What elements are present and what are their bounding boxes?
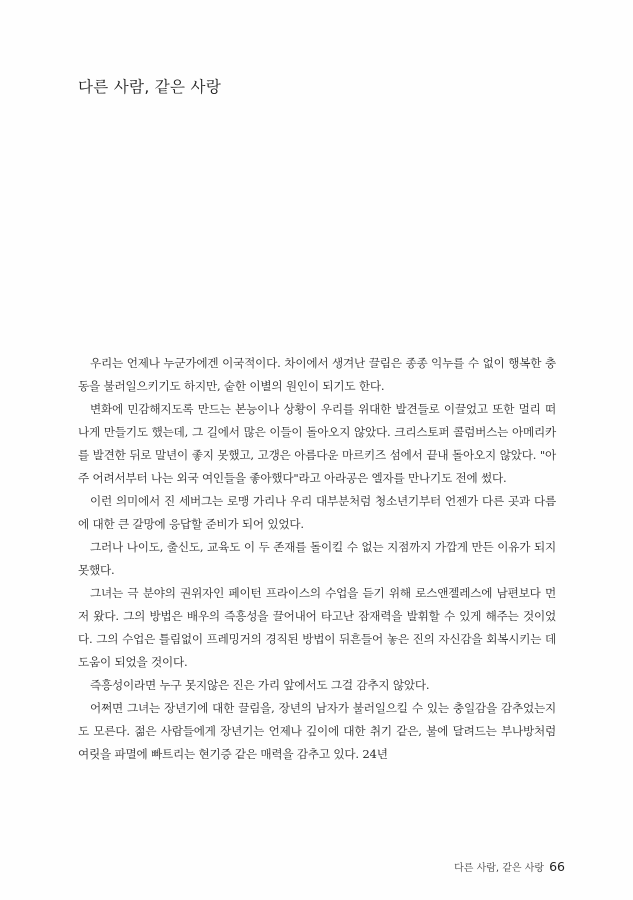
paragraph: 이런 의미에서 진 세버그는 로맹 가리나 우리 대부분처럼 청소년기부터 언젠가 다른 곳과 다름에 대한 큰 갈망에 응답할 준비가 되어 있었다. (78, 494, 556, 531)
paragraph: 우리는 언제나 누군가에겐 이국적이다. 차이에서 생겨난 끌림은 종종 익누를 수 없이 행복한 충동을 불러일으키기도 하지만, 숱한 이별의 원인이 되기도 한다. (78, 356, 556, 393)
body-text (78, 352, 556, 766)
page-number: 66 (549, 859, 565, 874)
paragraph: 그녀는 극 분야의 권위자인 페이턴 프라이스의 수업을 듣기 위해 로스앤젤레스에 남편보다 먼저 왔다. 그의 방법은 배우의 즉흥성을 끌어내어 타고난 잠재력을 발휘할 수 있게 해주는 것이었다. 그의 수업은 틀림없이 프레밍거의 경직된 방법이 뒤흔들어 놓은 진의 자신감을 회복시키는 데 도움이 되었을 것이다. (78, 586, 556, 669)
paragraph: 그러나 나이도, 출신도, 교육도 이 두 존재를 돌이킬 수 없는 지점까지 가깝게 만든 이유가 되지 못했다. (78, 540, 556, 577)
paragraph: 변화에 민감해지도록 만드는 본능이나 상황이 우리를 위대한 발견들로 이끌었고 또한 멀리 떠나게 만들기도 했는데, 그 길에서 많은 이들이 돌아오지 않았다. 크리스토퍼 콜럼버스는 아메리카를 발견한 뒤로 말년이 좋지 못했고, 고갱은 아름다운 마르키즈 섬에서 끝내 돌아오지 않았다. "아주 어려서부터 나는 외국 여인들을 좋아했다"라고 아라공은 엘자를 만나기도 전에 썼다. (78, 402, 556, 485)
chapter-title: 다른 사람, 같은 사랑 (78, 78, 222, 96)
page-footer (454, 859, 565, 874)
running-head: 다른 사람, 같은 사랑 (454, 863, 545, 874)
paragraph: 즉흥성이라면 누구 못지않은 진은 가리 앞에서도 그걸 감추지 않았다. (90, 678, 430, 692)
paragraph: 어쩌면 그녀는 장년기에 대한 끌림을, 장년의 남자가 불러일으킬 수 있는 충일감을 감추었는지도 모른다. 젊은 사람들에게 장년기는 언제나 깊이에 대한 취기 같은, 불에 달려드는 부나방처럼 여릿을 파멸에 빠트리는 현기증 같은 매력을 감추고 있다. 24년 (78, 701, 556, 761)
